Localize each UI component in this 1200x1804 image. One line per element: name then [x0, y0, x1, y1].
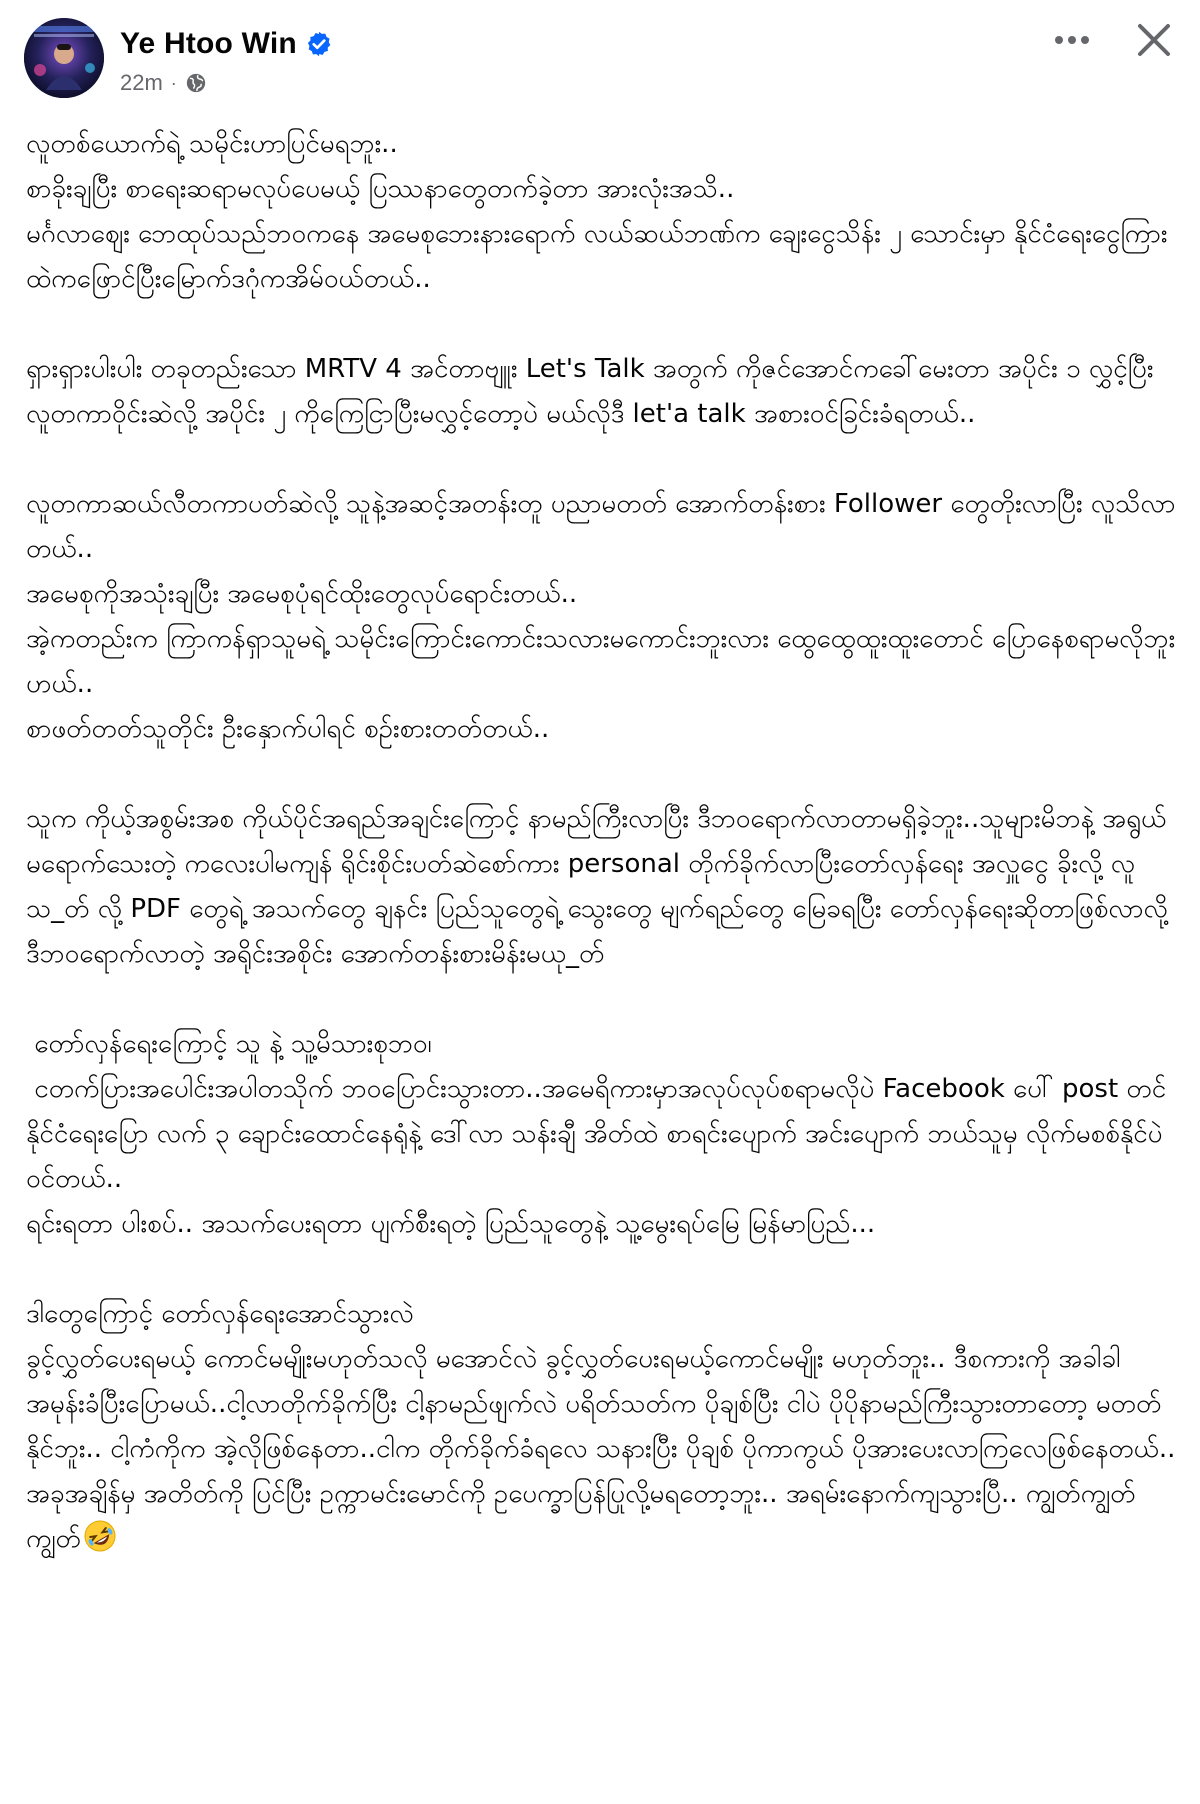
- globe-icon[interactable]: [185, 72, 207, 94]
- close-button[interactable]: [1128, 14, 1180, 66]
- post-paragraph: လူတစ်ယောက်ရဲ့ သမိုင်းဟာပြင်မရဘူး.. စာခိုးချပြီး စာရေးဆရာမလုပ်ပေမယ့် ပြဿနာတွေတက်ခဲ့တာ အားလုံးအသိ.. မင်္ဂလာဈေး ဘေထုပ်သည်ဘဝကနေ အမေစုဘေးနားရောက် လယ်ဆယ်ဘဏ်က ချေးငွေသိန်း ၂ သောင်းမှာ နိုင်ငံရေးငွေကြားထဲကဖြောင်ပြီးမြောက်ဒဂုံကအိမ်ဝယ်တယ်..: [26, 129, 1168, 294]
- author-avatar[interactable]: [24, 18, 104, 98]
- avatar-image: [24, 18, 104, 98]
- more-horizontal-icon: [1054, 35, 1090, 45]
- post-paragraph: ရှားရှားပါးပါး တခုတည်းသော MRTV 4 အင်တာဗျူး Let's Talk အတွက် ကိုဇင်အောင်ကခေါ်မေးတာ အပိုင်း ၁ လွှင့်ပြီး လူတကာဝိုင်းဆဲလို့ အပိုင်း ၂ ကိုကြေငြာပြီးမလွှင့်တော့ပဲ မယ်လိုဒီ let'a talk အစားဝင်ခြင်းခံရတယ်..: [26, 354, 1162, 429]
- post-paragraph-text: ဒါတွေကြောင့် တော်လှန်ရေးအောင်သွားလဲ ခွင့်လွှတ်ပေးရမယ့် ကောင်မမျိုးမဟုတ်သလို မအောင်လဲ ခွင့်လွှတ်ပေးရမယ့်ကောင်မမျိုး မဟုတ်ဘူး.. ဒီစကားကို အခါခါ အမုန်းခံပြီးပြောမယ်..ငါ့လာတိုက်ခိုက်ပြီး ငါ့နာမည်ဖျက်လဲ ပရိတ်သတ်က ပိုချစ်ပြီး ငါပဲ ပိုပိုနာမည်ကြီးသွားတာတော့ မတတ်နိုင်ဘူး.. ငါ့ကံကိုက အဲ့လိုဖြစ်နေတာ..ငါက တိုက်ခိုက်ခံရလေ သနားပြီး ပိုချစ် ပိုကာကွယ် ပိုအားပေးလာကြလေဖြစ်နေတယ်.. အခုအချိန်မှ အတိတ်ကို ပြင်ပြီး ဥက္ကာမင်းမောင်ကို ဥပေက္ခာပြန်ပြုလို့မရတော့ဘူး.. အရမ်းနောက်ကျသွားပြီ.. ကျွတ်ကျွတ်ကျွတ်: [26, 1299, 1176, 1554]
- post-paragraph: တော်လှန်ရေးကြောင့် သူ နဲ့ သူ့မိသားစုဘဝ၊ ငတက်ပြားအပေါင်းအပါတသိုက် ဘဝပြောင်းသွားတာ..အမေရိကားမှာအလုပ်လုပ်စရာမလိုပဲ Facebook ပေါ် post တင်နိုင်ငံရေးပြော လက် ၃ ချောင်းထောင်နေရုံနဲ့ ဒေါ်လာ သန်းချီ အိတ်ထဲ စာရင်းပျောက် အင်းပျောက် ဘယ်သူမှ လိုက်မစစ်နိုင်ပဲဝင်တယ်.. ရင်းရတာ ပါးစပ်.. အသက်ပေးရတာ ပျက်စီးရတဲ့ ပြည်သူတွေနဲ့ သူ့မွေးရပ်မြေ မြန်မာပြည်...: [26, 1029, 1167, 1239]
- more-options-button[interactable]: [1046, 20, 1098, 60]
- post-paragraph: လူတကာဆယ်လီတကာပတ်ဆဲလို့ သူနဲ့အဆင့်အတန်းတူ ပညာမတတ် အောက်တန်းစား Follower တွေတိုးလာပြီး လူသိလာတယ်.. အမေစုကိုအသုံးချပြီး အမေစုပုံရင်ထိုးတွေလုပ်ရောင်းတယ်.. အဲ့ကတည်းက ကြာကန်ရှာသူမရဲ့ သမိုင်းကြောင်းကောင်းသလားမကောင်းဘူးလား ထွေထွေထူးထူးတောင် ပြောနေစရာမလိုဘူးဟယ်.. စာဖတ်တတ်သူတိုင်း ဦးနှောက်ပါရင် စဥ်းစားတတ်တယ်..: [26, 489, 1176, 744]
- rolling-on-floor-laughing-emoji-icon: [83, 1519, 117, 1553]
- close-icon: [1137, 23, 1171, 57]
- verified-badge-icon: [305, 30, 333, 58]
- post-paragraph: သူက ကိုယ့်အစွမ်းအစ ကိုယ်ပိုင်အရည်အချင်းကြောင့် နာမည်ကြီးလာပြီး ဒီဘဝရောက်လာတာမရှိခဲ့ဘူး..သူများမိဘနဲ့ အရွယ်မရောက်သေးတဲ့ ကလေးပါမကျန် ရိုင်းစိုင်းပတ်ဆဲစော်ကား personal တိုက်ခိုက်လာပြီးတော်လှန်ရေး အလှူငွေ ခိုးလို့ လူ သ_တ် လို့ PDF တွေရဲ့ အသက်တွေ ချနင်း ပြည်သူတွေရဲ့ သွေးတွေ မျက်ရည်တွေ မြေခရပြီး တော်လှန်ရေးဆိုတာဖြစ်လာလို့ ဒီဘဝရောက်လာတဲ့ အရိုင်းအစိုင်း အောက်တန်းစားမိန်းမယု_တ်: [26, 804, 1177, 969]
- post-timestamp[interactable]: 22m: [120, 70, 163, 95]
- author-name-row: [120, 22, 333, 66]
- post-header: [0, 0, 1200, 115]
- post-text: [26, 122, 1176, 1562]
- post-paragraph-last: [26, 1292, 1176, 1562]
- meta-separator: ·: [170, 72, 177, 93]
- author-name[interactable]: Ye Htoo Win: [120, 27, 297, 60]
- post-meta: [120, 68, 207, 98]
